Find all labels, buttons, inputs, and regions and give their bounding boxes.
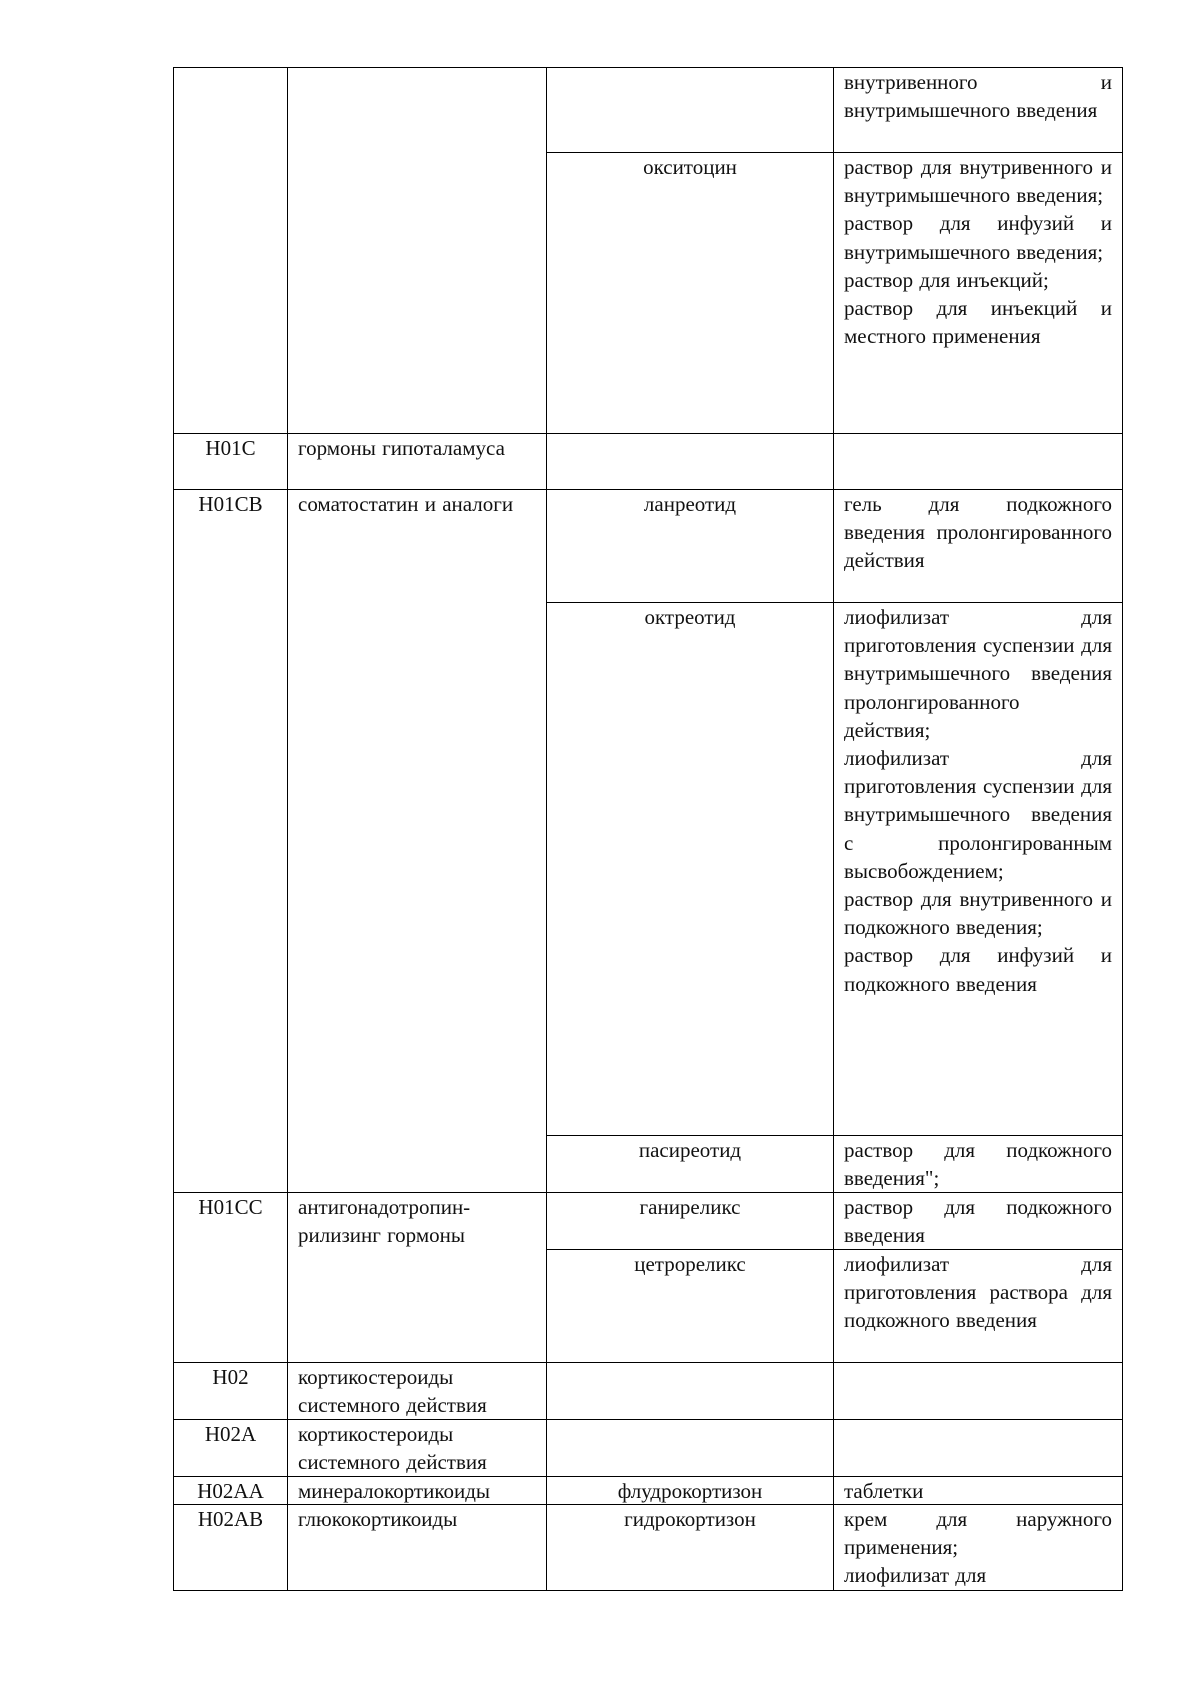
- dosage-form-cell: раствор для подкожного введения";: [844, 1138, 1112, 1191]
- group-name-cell: глюкокортикоиды: [298, 1507, 458, 1531]
- atc-code-cell: H02AA: [197, 1479, 264, 1503]
- dosage-form-cell: лиофилизат для приготовления суспензии для внутримышечного введения пролонгированного действия; лиофилизат для приготовления суспензии для внутримышечного введения с пролонгированным высвобождением; раствор для внутривенного и подкожного введения; раствор для инфузий и подкожного введения: [844, 605, 1112, 996]
- atc-code-cell: H02: [212, 1365, 249, 1389]
- drug-name-cell: цетрореликс: [634, 1252, 746, 1276]
- dosage-form-cell: таблетки: [844, 1479, 924, 1503]
- drug-name-cell: ланреотид: [643, 492, 737, 516]
- group-name-cell: гормоны гипоталамуса: [298, 436, 505, 460]
- dosage-form-cell: гель для подкожного введения пролонгированного действия: [844, 492, 1112, 573]
- group-name-cell: кортикостероиды системного действия: [298, 1422, 487, 1475]
- atc-code-cell: H01C: [205, 436, 256, 460]
- dosage-form-cell: лиофилизат для приготовления раствора для подкожного введения: [844, 1252, 1112, 1333]
- drug-name-cell: пасиреотид: [638, 1138, 742, 1162]
- group-name-cell: соматостатин и аналоги: [298, 492, 514, 516]
- dosage-form-cell: внутривенного и внутримышечного введения: [844, 70, 1112, 123]
- dosage-form-cell: раствор для подкожного введения: [844, 1195, 1112, 1248]
- group-name-cell: кортикостероиды системного действия: [298, 1365, 487, 1418]
- atc-code-cell: H02AB: [197, 1507, 264, 1531]
- atc-code-cell: H02A: [204, 1422, 257, 1446]
- drug-name-cell: октреотид: [644, 605, 736, 629]
- group-name-cell: антигонадотропин-рилизинг гормоны: [298, 1195, 471, 1248]
- drug-name-cell: флудрокортизон: [617, 1479, 763, 1503]
- atc-code-cell: H01CC: [198, 1195, 263, 1219]
- drug-name-cell: гидрокортизон: [624, 1507, 756, 1531]
- group-name-cell: минералокортикоиды: [298, 1479, 491, 1503]
- drug-name-cell: окситоцин: [643, 155, 737, 179]
- atc-code-cell: H01CB: [198, 492, 263, 516]
- table-border-bottom: [173, 1590, 1123, 1591]
- dosage-form-cell: крем для наружного применения; лиофилизат для: [844, 1507, 1112, 1588]
- dosage-form-cell: раствор для внутривенного и внутримышечного введения; раствор для инфузий и внутримышечного введения; раствор для инъекций; раствор для инъекций и местного применения: [844, 155, 1112, 349]
- drug-name-cell: ганиреликс: [639, 1195, 741, 1219]
